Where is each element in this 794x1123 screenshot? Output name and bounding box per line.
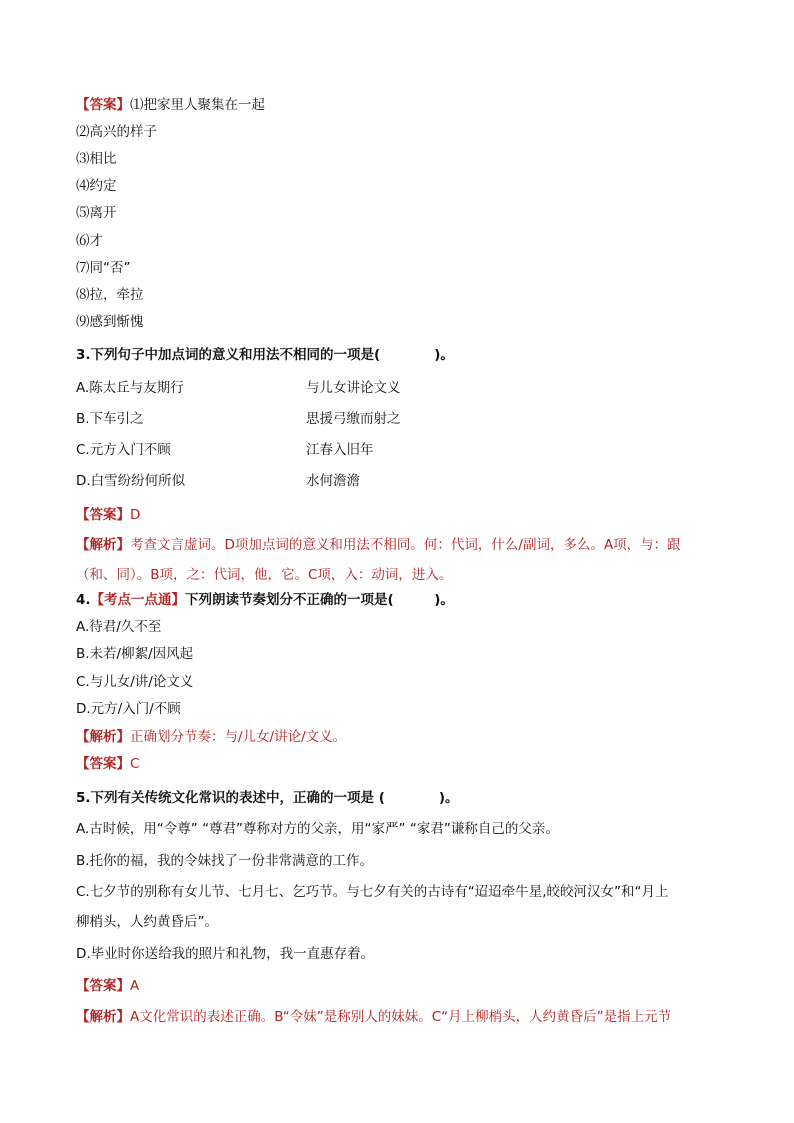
q5-option-b: B.托你的福，我的令妹找了一份非常满意的工作。: [76, 853, 374, 869]
q5-option-c-cont: 柳梢头，人约黄昏后”。: [76, 914, 218, 930]
answer-tag: 【答案】: [76, 507, 130, 523]
q3-option-b: [76, 410, 401, 428]
analysis-text: A文化常识的表述正确。B“令妹”是称别人的妹妹。C“月上柳梢头，人约黄昏后”是指上元节: [130, 1009, 672, 1025]
answer-item: ⑻拉，牵拉: [76, 287, 144, 303]
q5-option-d: D.毕业时你送给我的照片和礼物，我一直惠存着。: [76, 946, 375, 962]
q4-option-c: C.与儿女/讲/论文义: [76, 674, 194, 690]
q4-option-b: B.未若/柳絮/因风起: [76, 646, 194, 662]
q3-option-c: [76, 441, 374, 459]
q4-option-d: D.元方/入门/不顾: [76, 701, 181, 717]
option-right: 与儿女讲论文义: [306, 380, 401, 396]
q3-answer: [76, 506, 140, 524]
answer-tag: 【答案】: [76, 978, 130, 994]
answer-item: ⑹才: [76, 233, 103, 249]
option-left: A.陈太丘与友期行: [76, 380, 184, 396]
analysis-tag: 【解析】: [76, 729, 130, 745]
option-right: 江春入旧年: [306, 442, 374, 458]
option-left: B.下车引之: [76, 411, 144, 427]
q5-analysis: [76, 1008, 671, 1026]
option-right: 水何澹澹: [306, 473, 360, 489]
q3-option-d: [76, 472, 360, 490]
analysis-text: 考查文言虚词。D项加点词的意义和用法不相同。何：代词，什么/副词，多么。A项，与：跟: [130, 537, 681, 553]
analysis-text: 正确划分节奏：与/儿女/讲论/文义。: [130, 729, 347, 745]
answer-value: D: [130, 507, 141, 523]
option-right: 思援弓缴而射之: [306, 411, 401, 427]
badge: 【考点一点通】: [90, 592, 186, 608]
answer-tag: 【答案】: [76, 97, 130, 113]
q2-answer-line-1: [76, 96, 265, 114]
option-left: D.白雪纷纷何所似: [76, 473, 186, 489]
answer-item: ⑺同“否”: [76, 260, 131, 276]
q5-option-c: C.七夕节的别称有女儿节、七月七、乞巧节。与七夕有关的古诗有“迢迢牵牛星,皎皎河汉女”和“月上: [76, 884, 669, 900]
q4-analysis: [76, 728, 346, 746]
analysis-tag: 【解析】: [76, 1009, 130, 1025]
answer-item: ⑴把家里人聚集在一起: [130, 97, 265, 113]
question-text: 下列朗读节奏划分不正确的一项是( )。: [185, 592, 454, 608]
answer-item: ⑼感到惭愧: [76, 314, 144, 330]
answer-item: ⑷约定: [76, 178, 117, 194]
q5-option-a: A.古时候，用“令尊” “尊君”尊称对方的父亲，用“家严” “家君”谦称自己的父亲。: [76, 821, 559, 837]
question-5-stem: 5.下列有关传统文化常识的表述中，正确的一项是 ( )。: [76, 790, 459, 806]
question-3-stem: 3.下列句子中加点词的意义和用法不相同的一项是( )。: [76, 347, 454, 363]
answer-item: ⑵高兴的样子: [76, 124, 157, 140]
q5-answer: [76, 977, 139, 995]
analysis-tag: 【解析】: [76, 537, 130, 553]
answer-value: C: [130, 756, 140, 772]
q3-analysis: [76, 536, 681, 554]
question-4-stem: [76, 591, 454, 609]
answer-value: A: [130, 978, 140, 994]
q3-option-a: [76, 379, 401, 397]
option-left: C.元方入门不顾: [76, 442, 171, 458]
q3-analysis-cont: （和、同）。B项，之：代词，他，它。C项，入：动词，进入。: [76, 567, 453, 583]
answer-tag: 【答案】: [76, 756, 130, 772]
answer-item: ⑶相比: [76, 151, 117, 167]
question-number: 4.: [76, 592, 91, 608]
answer-item: ⑸离开: [76, 205, 117, 221]
q4-option-a: A.待君/久不至: [76, 619, 162, 635]
q4-answer: [76, 755, 139, 773]
